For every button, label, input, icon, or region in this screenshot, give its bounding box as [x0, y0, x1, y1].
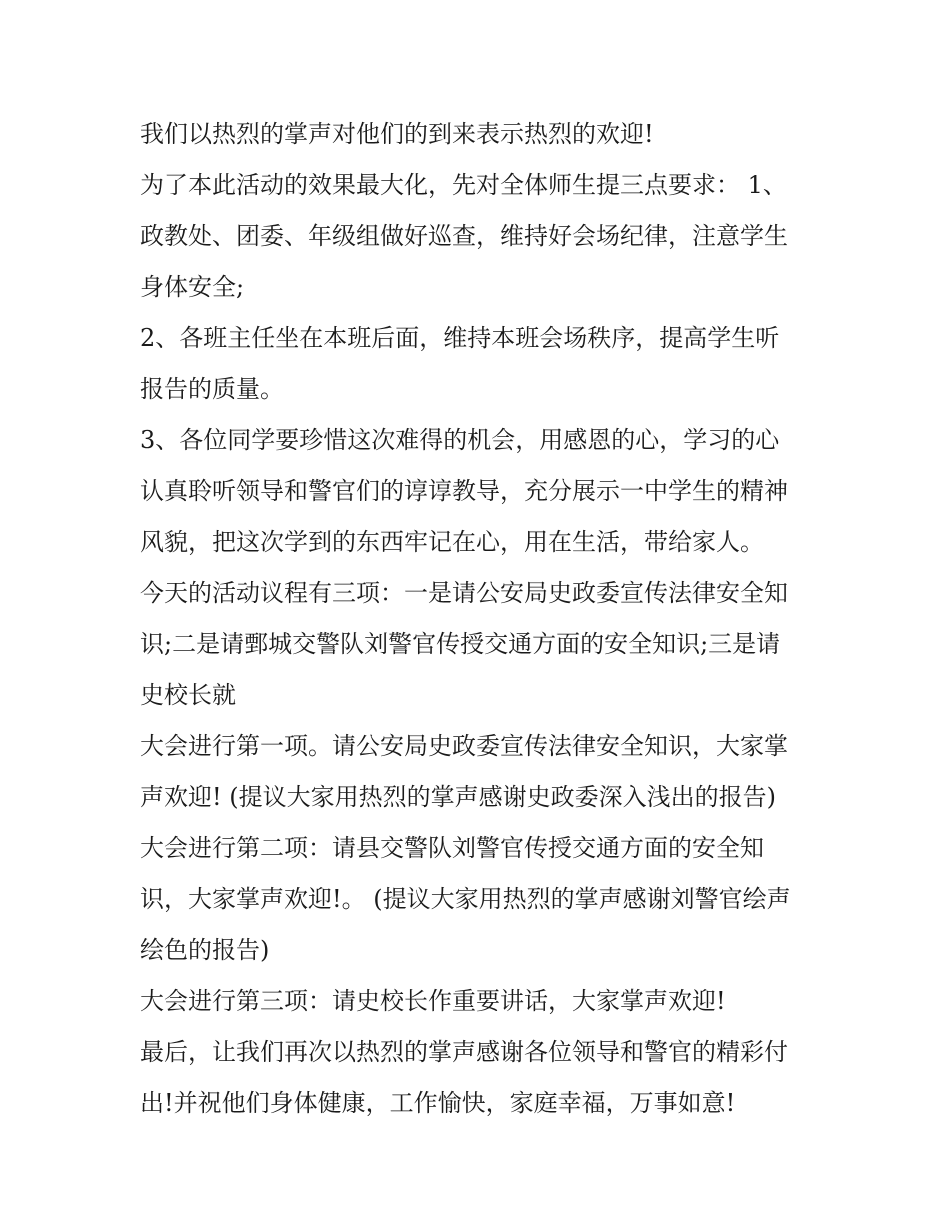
text-line: 我们以热烈的掌声对他们的到来表示热烈的欢迎! [140, 120, 654, 148]
text-line: 身体安全; [140, 273, 245, 301]
document-body [140, 109, 820, 1129]
text-line: 2、各班主任坐在本班后面，维持本班会场秩序，提高学生听 [140, 324, 780, 352]
text-line: 史校长就 [140, 681, 236, 709]
text-line: 大会进行第二项：请县交警队刘警官传授交通方面的安全知 [140, 834, 764, 862]
text-line: 今天的活动议程有三项：一是请公安局史政委宣传法律安全知 [140, 579, 788, 607]
text-line: 出!并祝他们身体健康，工作愉快，家庭幸福，万事如意! [140, 1089, 736, 1117]
text-line: 3、各位同学要珍惜这次难得的机会，用感恩的心，学习的心 [140, 426, 780, 454]
text-line: 识，大家掌声欢迎!。 (提议大家用热烈的掌声感谢刘警官绘声 [140, 885, 791, 913]
text-line: 大会进行第三项：请史校长作重要讲话，大家掌声欢迎! [140, 987, 726, 1015]
text-line: 认真聆听领导和警官们的谆谆教导，充分展示一中学生的精神 [140, 477, 788, 505]
text-line: 大会进行第一项。请公安局史政委宣传法律安全知识，大家掌 [140, 732, 788, 760]
text-line: 最后，让我们再次以热烈的掌声感谢各位领导和警官的精彩付 [140, 1038, 788, 1066]
text-line: 绘色的报告) [140, 936, 270, 964]
text-line: 风貌，把这次学到的东西牢记在心，用在生活，带给家人。 [140, 528, 764, 556]
text-line: 报告的质量。 [140, 375, 284, 403]
text-line: 政教处、团委、年级组做好巡查，维持好会场纪律，注意学生 [140, 222, 788, 250]
text-line: 为了本此活动的效果最大化，先对全体师生提三点要求： 1、 [140, 171, 787, 199]
text-line: 识;二是请鄄城交警队刘警官传授交通方面的安全知识;三是请 [140, 630, 781, 658]
text-line: 声欢迎! (提议大家用热烈的掌声感谢史政委深入浅出的报告) [140, 783, 776, 811]
